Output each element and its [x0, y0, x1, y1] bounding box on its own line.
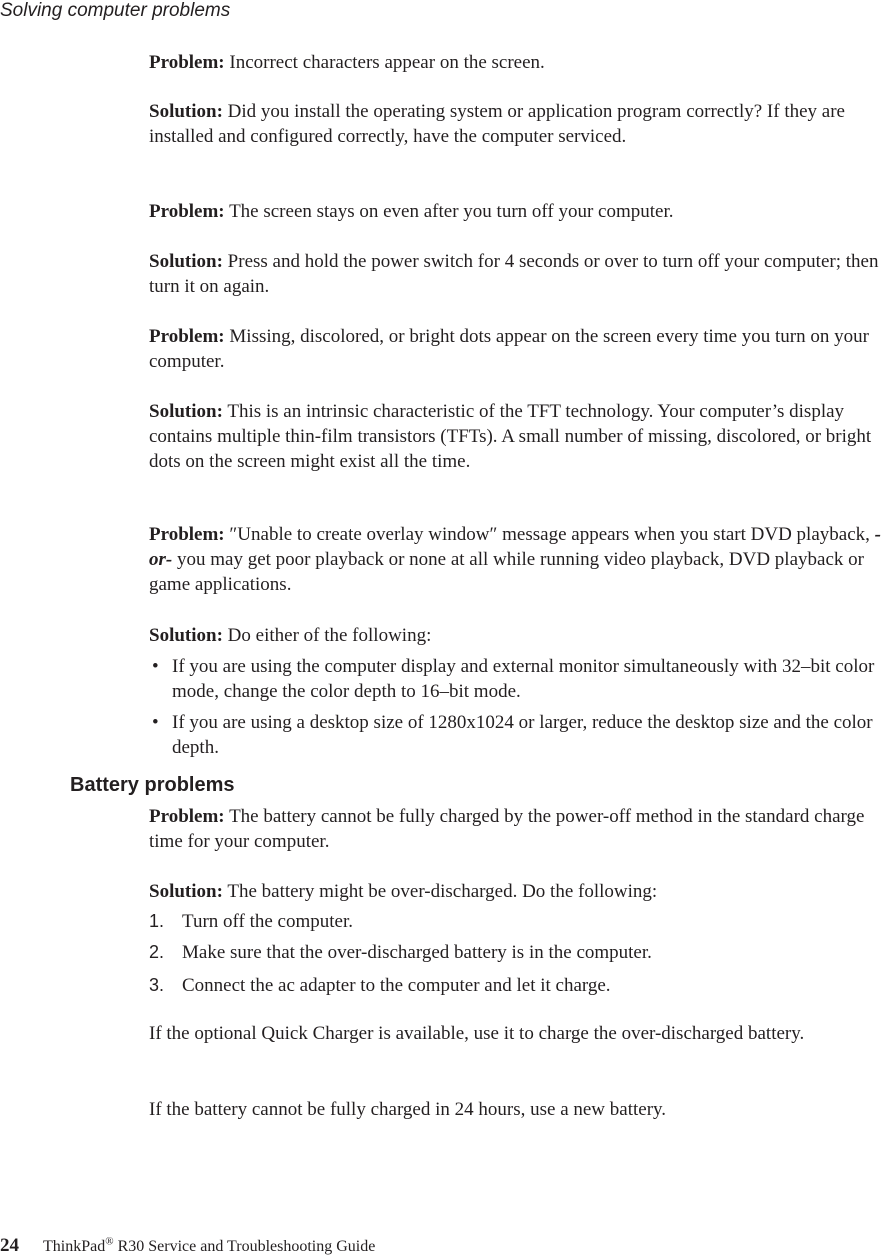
solution-label: Solution: [149, 101, 223, 122]
problem-text: Missing, discolored, or bright dots appear on the screen every time you turn on your computer. [149, 326, 869, 372]
solution-label: Solution: [149, 251, 223, 272]
solution-label: Solution: [149, 625, 223, 646]
step-number: 2. [149, 942, 165, 962]
new-battery-note: If the battery cannot be fully charged in 24 hours, use a new battery. [149, 1099, 667, 1120]
page-number: 24 [0, 1235, 19, 1256]
problem-label: Problem: [149, 326, 225, 347]
solution-text: Did you install the operating system or application program correctly? If they are installed and configured correctly, have the computer serviced. [149, 101, 845, 147]
step-item [149, 940, 885, 965]
solution-label: Solution: [149, 881, 223, 902]
bullet-item [149, 654, 885, 704]
step-text: Connect the ac adapter to the computer and let it charge. [182, 975, 611, 996]
bullet-item [149, 710, 885, 760]
step-item [149, 973, 885, 998]
problem-3 [149, 324, 885, 374]
problem-2 [149, 199, 885, 224]
solution-4 [149, 623, 885, 648]
registered-mark: ® [105, 1235, 114, 1248]
solution-text: This is an intrinsic characteristic of the TFT technology. Your computer’s display contains multiple thin-film transistors (TFTs). A small number of missing, discolored, or bright dots on the screen might exist all the time. [149, 401, 872, 472]
problem-1 [149, 50, 885, 75]
solution-label: Solution: [149, 401, 223, 422]
section-heading-battery: Battery problems [70, 774, 235, 796]
bullet-text: If you are using a desktop size of 1280x1024 or larger, reduce the desktop size and the color depth. [172, 712, 873, 758]
step-item [149, 909, 885, 934]
problem-label: Problem: [149, 52, 225, 73]
step-number: 1. [149, 911, 165, 931]
problem-4 [149, 522, 885, 597]
step-number: 3. [149, 975, 165, 995]
bullet-text: If you are using the computer display and external monitor simultaneously with 32–bit color mode, change the color depth to 16–bit mode. [172, 656, 875, 702]
problem-text: The screen stays on even after you turn off your computer. [229, 201, 674, 222]
problem-text: Incorrect characters appear on the screen. [229, 52, 545, 73]
solution-3 [149, 399, 885, 474]
solution-text: The battery might be over-discharged. Do the following: [227, 881, 658, 902]
problem-text-part1: ″Unable to create overlay window″ message appears when you start DVD playback, [229, 524, 875, 545]
problem-label: Problem: [149, 524, 225, 545]
solution-text: Press and hold the power switch for 4 seconds or over to turn off your computer; then turn it on again. [149, 251, 879, 297]
solution-2 [149, 249, 885, 299]
step-text: Make sure that the over-discharged battery is in the computer. [182, 942, 652, 963]
running-head: Solving computer problems [0, 0, 231, 21]
problem-label: Problem: [149, 201, 225, 222]
problem-text-part2: you may get poor playback or none at all while running video playback, DVD playback or game applications. [149, 549, 864, 595]
footer-brand: ThinkPad [43, 1238, 106, 1255]
page-footer [0, 1234, 375, 1259]
quick-charger-note: If the optional Quick Charger is available, use it to charge the over-discharged battery. [149, 1023, 805, 1044]
bullet-mark: • [152, 712, 159, 733]
problem-label: Problem: [149, 806, 225, 827]
battery-solution [149, 879, 885, 904]
footer-guide-title: R30 Service and Troubleshooting Guide [113, 1238, 376, 1255]
or-separator: -or- [149, 524, 881, 570]
solution-1 [149, 99, 885, 149]
bullet-mark: • [152, 656, 159, 677]
step-text: Turn off the computer. [182, 911, 353, 932]
solution-text: Do either of the following: [227, 625, 432, 646]
problem-text: The battery cannot be fully charged by the power-off method in the standard charge time for your computer. [149, 806, 865, 852]
battery-problem [149, 804, 885, 854]
